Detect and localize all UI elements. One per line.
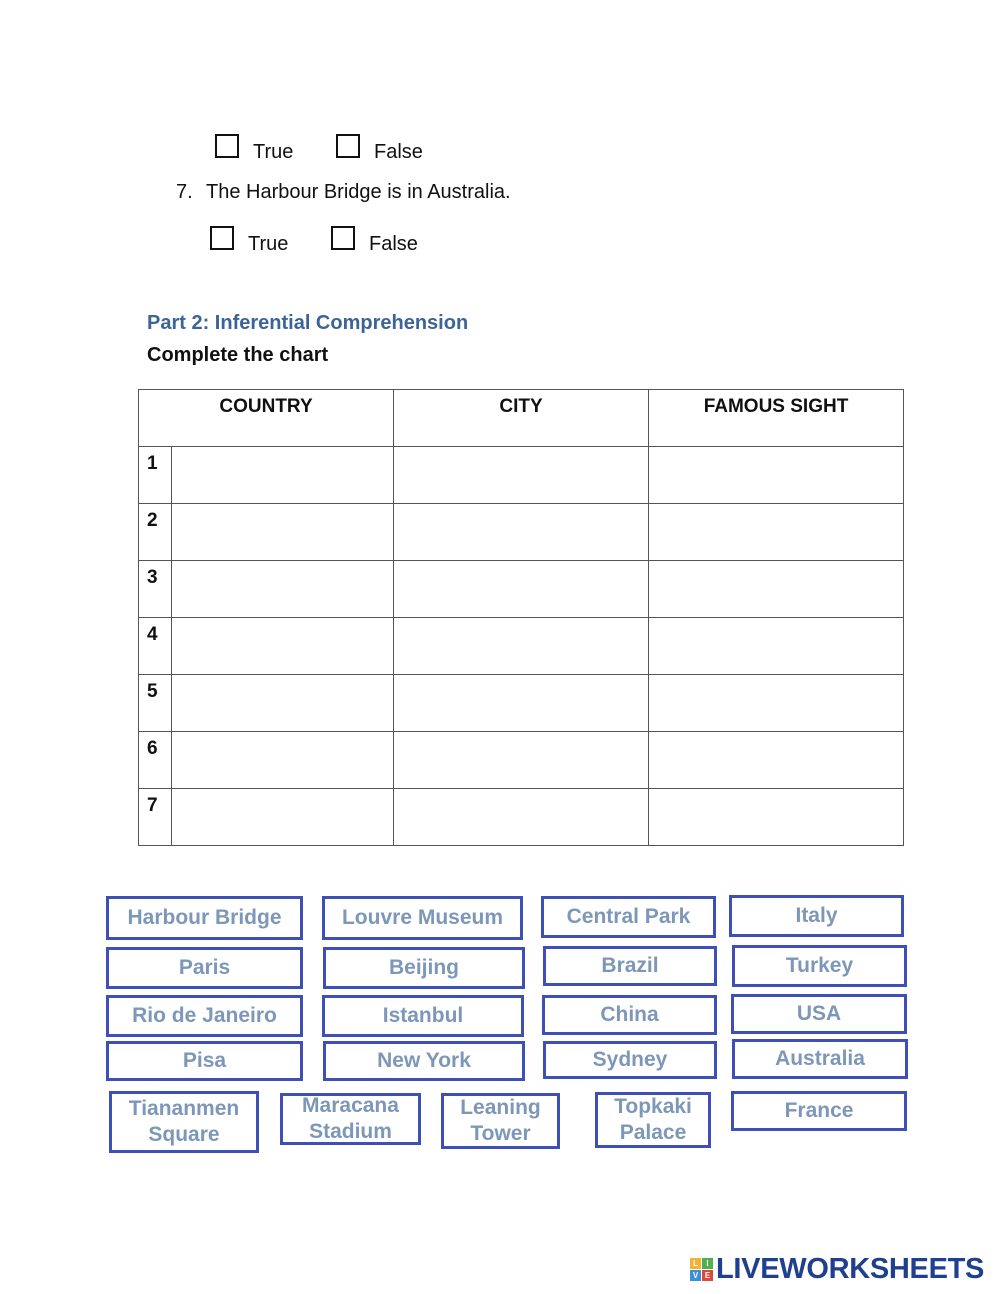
row-number: 1 xyxy=(139,447,172,504)
row-number: 3 xyxy=(139,561,172,618)
word-tile-rio-de-janeiro[interactable]: Rio de Janeiro xyxy=(106,995,303,1037)
city-input-3[interactable] xyxy=(394,561,648,617)
row-number: 7 xyxy=(139,789,172,846)
city-input-4[interactable] xyxy=(394,618,648,674)
table-row xyxy=(139,504,904,561)
word-tile-italy[interactable]: Italy xyxy=(729,895,904,937)
city-input-6[interactable] xyxy=(394,732,648,788)
row-number: 4 xyxy=(139,618,172,675)
q7-true-label: True xyxy=(248,233,289,255)
sight-input-2[interactable] xyxy=(649,504,903,560)
header-famous-sight: FAMOUS SIGHT xyxy=(649,390,904,447)
part2-instruction: Complete the chart xyxy=(147,344,329,366)
word-tile-sydney[interactable]: Sydney xyxy=(543,1041,717,1079)
word-tile-china[interactable]: China xyxy=(542,995,717,1035)
liveworksheets-logo xyxy=(690,1253,984,1286)
sight-input-6[interactable] xyxy=(649,732,903,788)
country-input-4[interactable] xyxy=(172,618,393,674)
sight-input-4[interactable] xyxy=(649,618,903,674)
q7-number: 7. xyxy=(176,181,193,203)
sight-input-3[interactable] xyxy=(649,561,903,617)
word-tile-harbour-bridge[interactable]: Harbour Bridge xyxy=(106,896,303,940)
country-input-2[interactable] xyxy=(172,504,393,560)
word-tile-australia[interactable]: Australia xyxy=(732,1039,908,1079)
country-input-5[interactable] xyxy=(172,675,393,731)
word-tile-france[interactable]: France xyxy=(731,1091,907,1131)
q7-false-checkbox[interactable] xyxy=(331,226,355,250)
liveworksheets-logo-mark: L I V E xyxy=(690,1258,713,1281)
city-input-1[interactable] xyxy=(394,447,648,503)
sight-input-5[interactable] xyxy=(649,675,903,731)
row-number: 5 xyxy=(139,675,172,732)
row-number: 2 xyxy=(139,504,172,561)
q6-false-label: False xyxy=(374,141,423,163)
word-tile-louvre-museum[interactable]: Louvre Museum xyxy=(322,896,523,940)
q7-true-checkbox[interactable] xyxy=(210,226,234,250)
header-country: COUNTRY xyxy=(139,390,394,447)
table-row xyxy=(139,675,904,732)
word-tile-leaning-tower[interactable]: Leaning Tower xyxy=(441,1093,560,1149)
word-tile-topkaki-palace[interactable]: Topkaki Palace xyxy=(595,1092,711,1148)
word-tile-new-york[interactable]: New York xyxy=(323,1041,525,1081)
word-tile-usa[interactable]: USA xyxy=(731,994,907,1034)
word-tile-beijing[interactable]: Beijing xyxy=(323,947,525,989)
brand-name: LIVEWORKSHEETS xyxy=(716,1253,985,1285)
word-tile-brazil[interactable]: Brazil xyxy=(543,946,717,986)
table-row xyxy=(139,561,904,618)
header-city: CITY xyxy=(394,390,649,447)
word-tile-central-park[interactable]: Central Park xyxy=(541,896,716,938)
part2-title: Part 2: Inferential Comprehension xyxy=(147,312,469,334)
word-tile-paris[interactable]: Paris xyxy=(106,947,303,989)
word-tile-tiananmen-square[interactable]: Tiananmen Square xyxy=(109,1091,259,1153)
completion-chart xyxy=(138,389,904,846)
table-row xyxy=(139,789,904,846)
word-tile-istanbul[interactable]: Istanbul xyxy=(322,995,524,1037)
q6-true-label: True xyxy=(253,141,294,163)
city-input-5[interactable] xyxy=(394,675,648,731)
table-row xyxy=(139,618,904,675)
sight-input-1[interactable] xyxy=(649,447,903,503)
q7-false-label: False xyxy=(369,233,418,255)
table-row xyxy=(139,732,904,789)
country-input-7[interactable] xyxy=(172,789,393,845)
city-input-7[interactable] xyxy=(394,789,648,845)
country-input-3[interactable] xyxy=(172,561,393,617)
q6-false-checkbox[interactable] xyxy=(336,134,360,158)
word-tile-pisa[interactable]: Pisa xyxy=(106,1041,303,1081)
country-input-1[interactable] xyxy=(172,447,393,503)
q7-text: The Harbour Bridge is in Australia. xyxy=(206,181,511,203)
row-number: 6 xyxy=(139,732,172,789)
sight-input-7[interactable] xyxy=(649,789,903,845)
word-tile-maracana-stadium[interactable]: Maracana Stadium xyxy=(280,1093,421,1145)
q6-true-checkbox[interactable] xyxy=(215,134,239,158)
city-input-2[interactable] xyxy=(394,504,648,560)
country-input-6[interactable] xyxy=(172,732,393,788)
table-row xyxy=(139,447,904,504)
word-tile-turkey[interactable]: Turkey xyxy=(732,945,907,987)
